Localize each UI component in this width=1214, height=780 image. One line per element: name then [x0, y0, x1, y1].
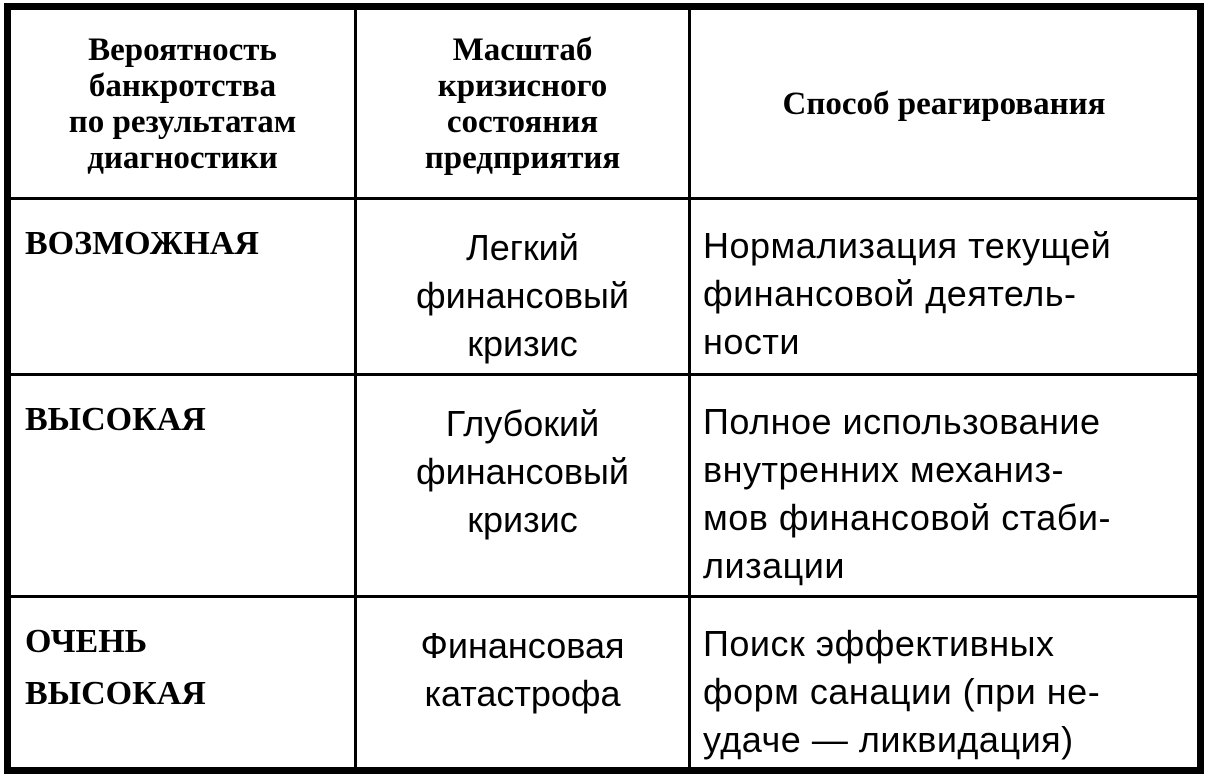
probability-level: ВЫСОКАЯ — [25, 401, 206, 438]
header-crisis-scale — [356, 9, 690, 199]
header-probability-label: Вероятность банкротства по результатам диагностики — [68, 31, 297, 176]
header-response-method — [690, 9, 1199, 199]
header-crisis-scale-label: Масштаб кризисного состояния предприятия — [424, 31, 621, 176]
response-method: Полное использование внутренних механиз- мов финансовой стаби- лизации — [703, 401, 1112, 586]
crisis-scale: Легкий финансовый кризис — [415, 227, 630, 364]
table-row — [10, 375, 1199, 597]
cell-response — [690, 375, 1199, 597]
header-probability — [10, 9, 356, 199]
header-response-method-label: Способ реагирования — [782, 85, 1106, 122]
cell-response — [690, 597, 1199, 769]
crisis-scale: Финансовая катастрофа — [420, 625, 625, 714]
cell-response — [690, 199, 1199, 375]
cell-probability — [10, 597, 356, 769]
table-header-row — [10, 9, 1199, 199]
response-method: Нормализация текущей финансовой деятель- ности — [703, 225, 1112, 362]
response-method: Поиск эффективных форм санации (при не- удаче — ликвидация) — [703, 623, 1101, 760]
table-row — [10, 199, 1199, 375]
cell-probability — [10, 375, 356, 597]
bankruptcy-response-table — [8, 7, 1200, 770]
table-row — [10, 597, 1199, 769]
cell-crisis-scale — [356, 199, 690, 375]
probability-level: ВОЗМОЖНАЯ — [25, 225, 259, 262]
crisis-scale: Глубокий финансовый кризис — [415, 403, 630, 540]
cell-crisis-scale — [356, 375, 690, 597]
cell-crisis-scale — [356, 597, 690, 769]
cell-probability — [10, 199, 356, 375]
probability-level: ОЧЕНЬ ВЫСОКАЯ — [25, 623, 206, 712]
bankruptcy-response-table-frame — [4, 3, 1204, 774]
